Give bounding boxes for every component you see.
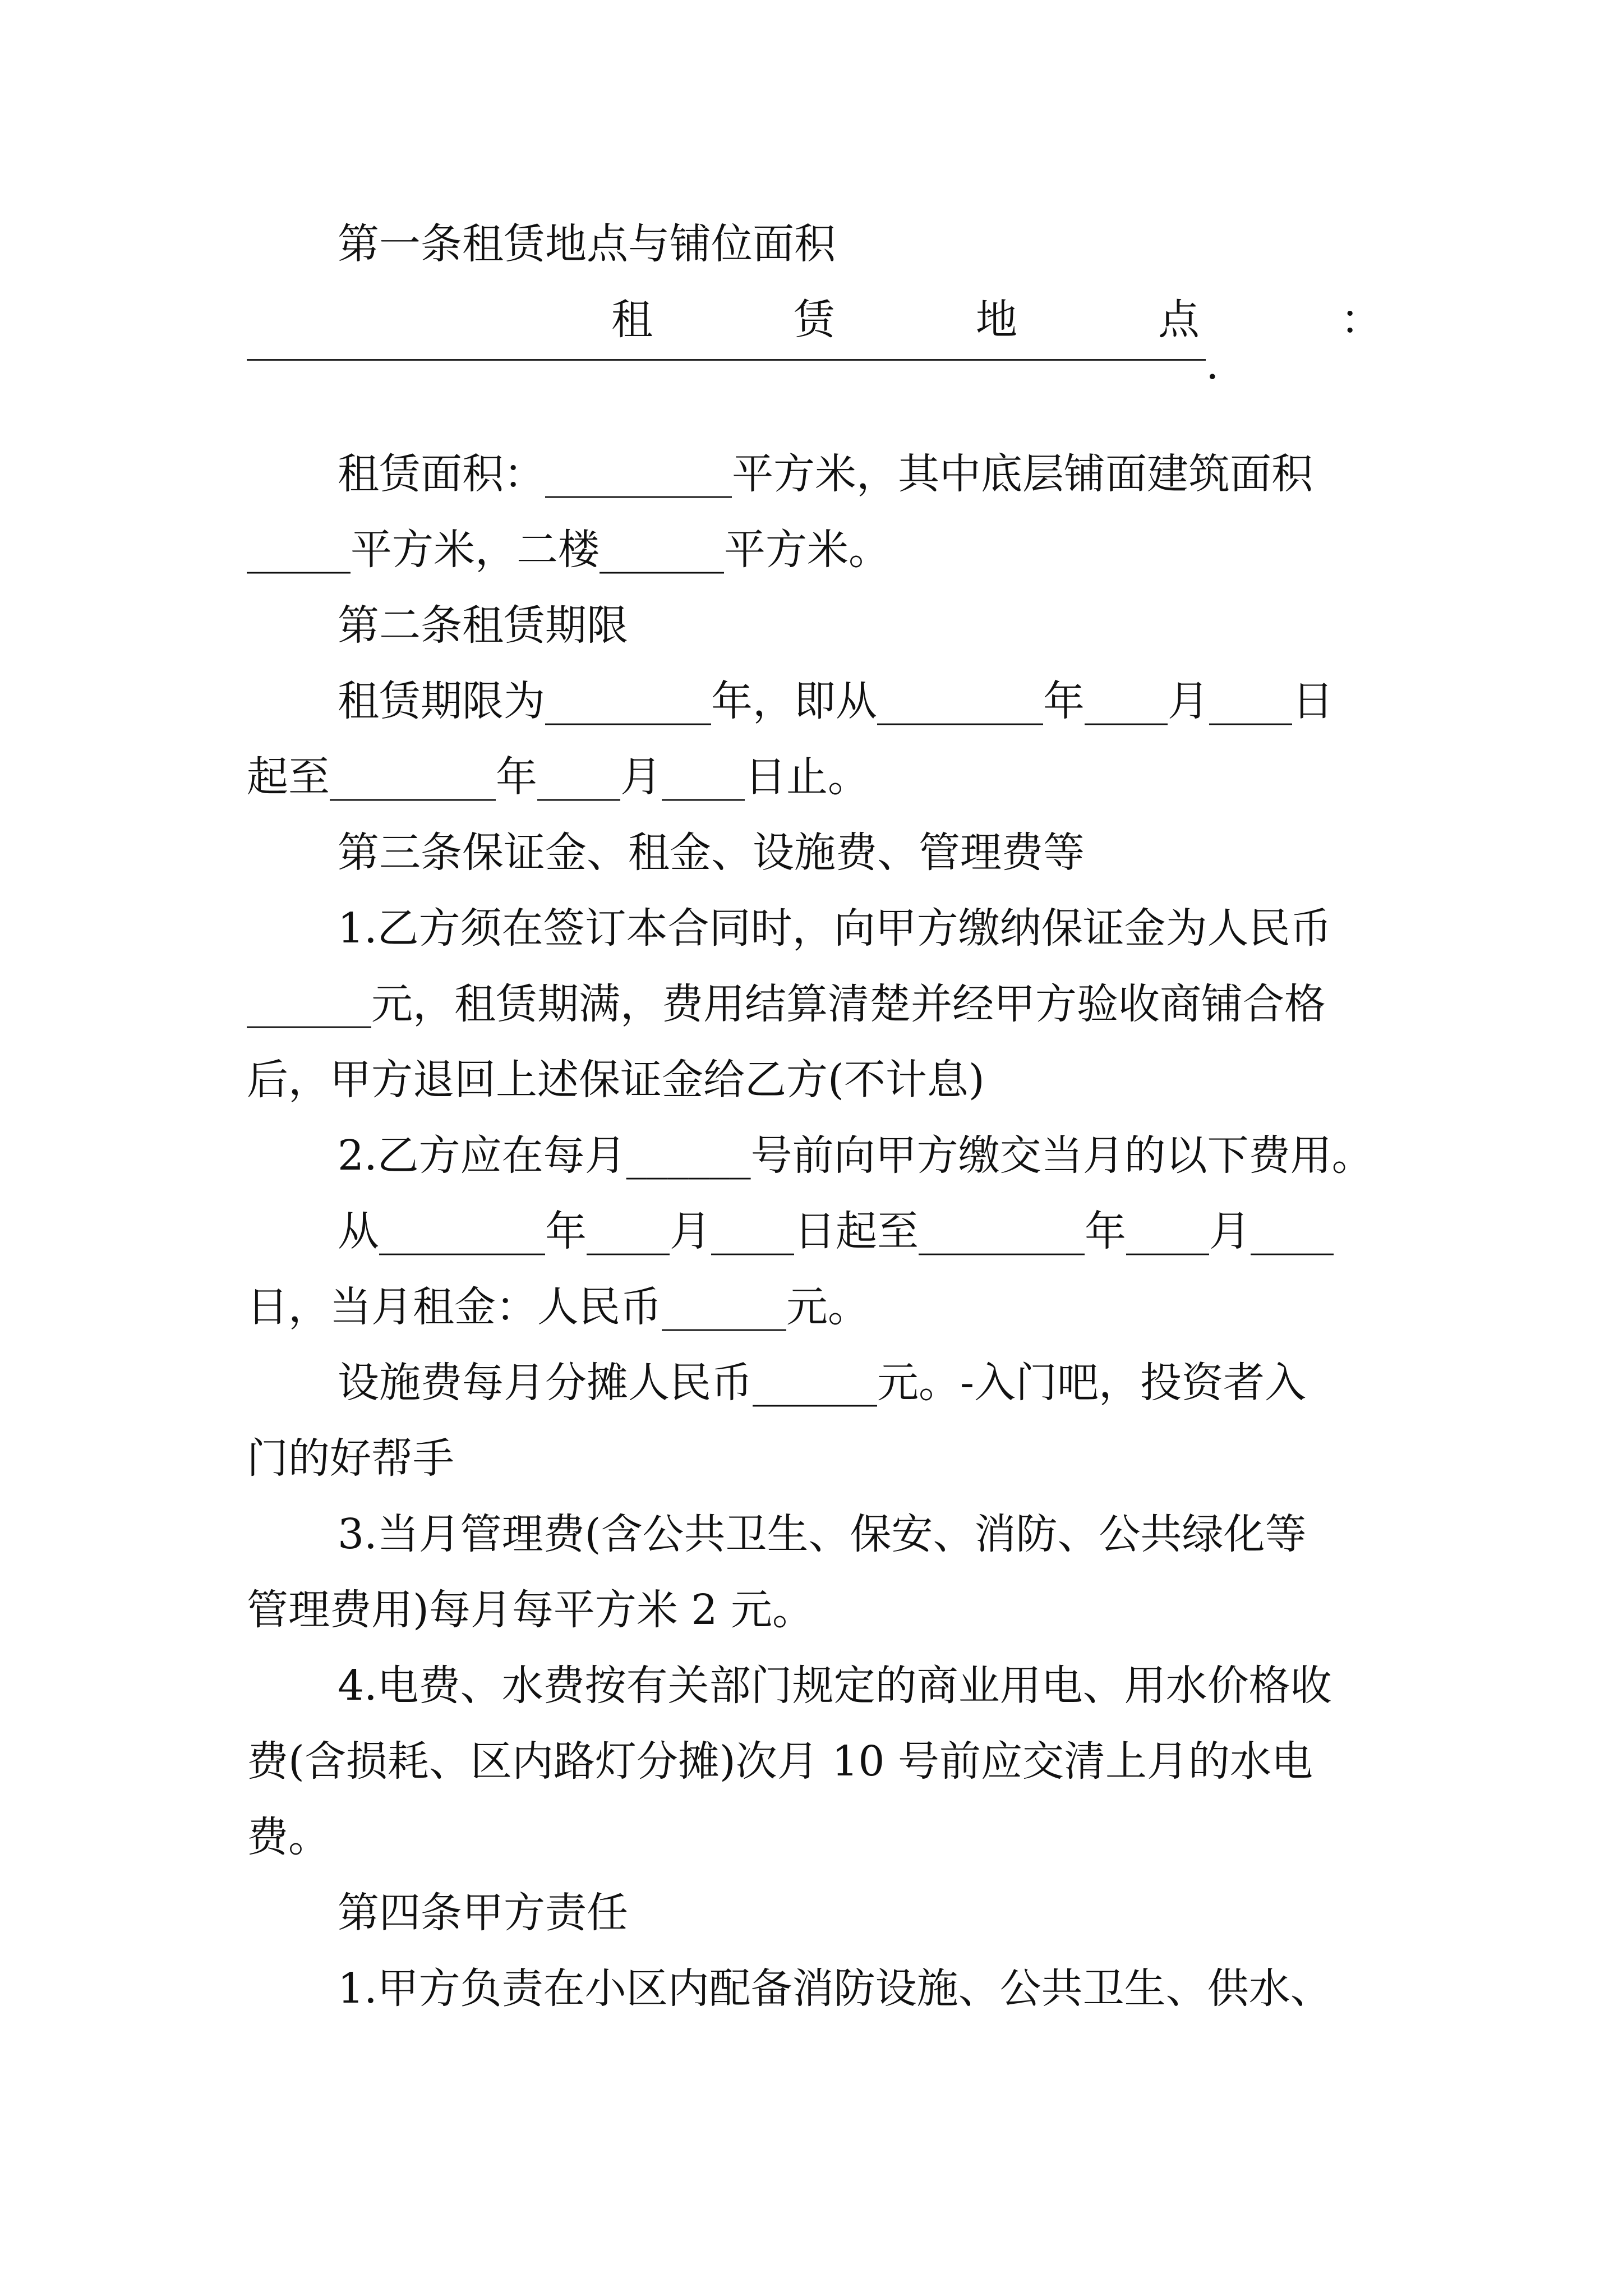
term-line-2: 起至________年____月____日止。 <box>247 753 869 801</box>
payment-line-1: 2.乙方应在每月______号前向甲方缴交当月的以下费用。 <box>338 1131 1373 1180</box>
location-blank-line <box>247 359 1206 361</box>
deposit-line-1: 1.乙方须在签订本合同时，向甲方缴纳保证金为人民币 <box>338 904 1332 953</box>
management-fee-line-2: 管理费用)每月每平方米 2 元。 <box>247 1586 814 1634</box>
facility-fee-line-1: 设施费每月分摊人民币______元。-入门吧，投资者入 <box>338 1359 1307 1407</box>
article-4-heading: 第四条甲方责任 <box>338 1889 628 1937</box>
landlord-duty-line-1: 1.甲方负责在小区内配备消防设施、公共卫生、供水、 <box>338 1964 1332 2013</box>
term-line-1: 租赁期限为________年，即从________年____月____日 <box>338 677 1334 725</box>
location-period: . <box>1206 341 1219 389</box>
management-fee-line-1: 3.当月管理费(含公共卫生、保安、消防、公共绿化等 <box>338 1510 1307 1558</box>
deposit-line-2: ______元，租赁期满，费用结算清楚并经甲方验收商铺合格 <box>247 980 1326 1028</box>
area-line-2: _____平方米，二楼______平方米。 <box>247 526 890 574</box>
facility-fee-line-2: 门的好帮手 <box>247 1434 454 1483</box>
location-char-5: ： <box>1340 296 1382 344</box>
utility-fee-line-1: 4.电费、水费按有关部门规定的商业用电、用水价格收 <box>338 1662 1332 1710</box>
location-char-4: 点 <box>1158 296 1200 344</box>
utility-fee-line-2: 费(含损耗、区内路灯分摊)次月 10 号前应交清上月的水电 <box>247 1737 1313 1786</box>
location-char-3: 地 <box>976 296 1017 344</box>
article-2-heading: 第二条租赁期限 <box>338 601 628 650</box>
payment-line-2: 从________年____月____日起至________年____月____ <box>338 1207 1334 1255</box>
location-char-1: 租 <box>611 296 653 344</box>
payment-line-3: 日，当月租金：人民币______元。 <box>247 1283 869 1331</box>
utility-fee-line-3: 费。 <box>247 1813 330 1861</box>
location-char-2: 赁 <box>794 296 835 344</box>
area-line-1: 租赁面积：_________平方米，其中底层铺面建筑面积 <box>338 450 1313 498</box>
article-3-heading: 第三条保证金、租金、设施费、管理费等 <box>338 829 1085 877</box>
deposit-line-3: 后，甲方退回上述保证金给乙方(不计息) <box>247 1056 985 1104</box>
article-1-heading: 第一条租赁地点与铺位面积 <box>338 220 836 268</box>
